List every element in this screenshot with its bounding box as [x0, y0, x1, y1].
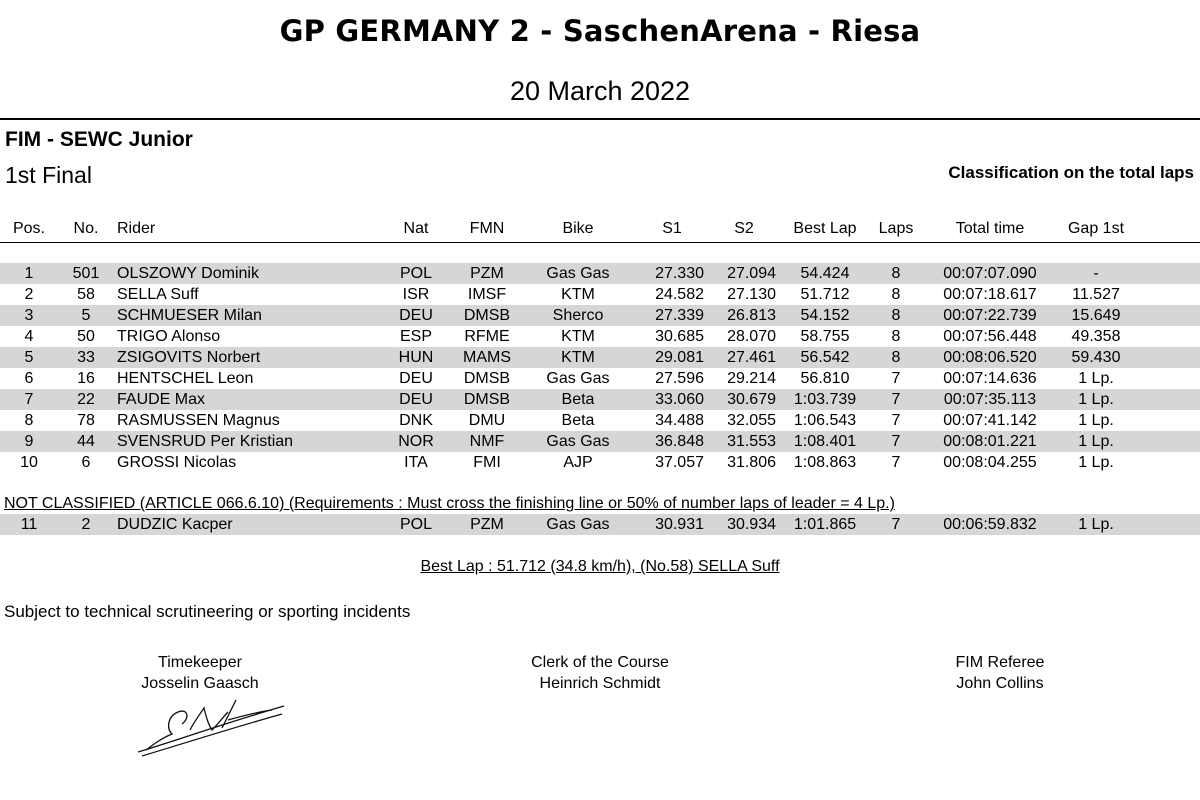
- cell-laps: 8: [891, 307, 901, 324]
- cell-rider: RASMUSSEN Magnus: [117, 412, 280, 429]
- cell-number: 22: [77, 391, 95, 408]
- cell-bike: KTM: [561, 328, 595, 345]
- cell-s2: 31.553: [727, 433, 776, 450]
- cell-rider: SVENSRUD Per Kristian: [117, 433, 294, 450]
- cell-s2: 27.094: [727, 265, 776, 282]
- cell-number: 78: [77, 412, 95, 429]
- cell-best-lap: 1:08.401: [793, 433, 857, 450]
- cell-number: 33: [77, 349, 95, 366]
- cell-gap: 11.527: [1072, 286, 1120, 303]
- cell-s2: 26.813: [727, 307, 776, 324]
- cell-rider: SELLA Suff: [117, 286, 199, 303]
- cell-gap: 59.430: [1071, 349, 1121, 366]
- cell-total-time: 00:07:18.617: [943, 286, 1037, 303]
- cell-bike: Gas Gas: [546, 370, 610, 387]
- cell-gap: 1 Lp.: [1078, 516, 1114, 533]
- cell-s1: 30.931: [655, 516, 704, 533]
- cell-nat: DEU: [399, 307, 433, 324]
- cell-bike: Beta: [561, 412, 595, 429]
- cell-rider: GROSSI Nicolas: [117, 454, 237, 471]
- cell-s1: 30.685: [655, 328, 704, 345]
- cell-pos: 4: [24, 328, 34, 345]
- cell-total-time: 00:08:06.520: [943, 349, 1037, 366]
- cell-s2: 30.679: [727, 391, 776, 408]
- cell-total-time: 00:07:41.142: [943, 412, 1037, 429]
- cell-number: 5: [81, 307, 91, 324]
- cell-nat: POL: [399, 516, 432, 533]
- cell-s1: 27.330: [655, 265, 704, 282]
- disclaimer: Subject to technical scrutineering or sporting incidents: [4, 602, 411, 621]
- cell-number: 16: [77, 370, 95, 387]
- cell-total-time: 00:07:22.739: [943, 307, 1037, 324]
- cell-laps: 8: [891, 349, 901, 366]
- col-header-best-lap: Best Lap: [793, 220, 857, 237]
- cell-bike: AJP: [563, 454, 593, 471]
- cell-gap: 49.358: [1071, 328, 1121, 345]
- cell-total-time: 00:07:07.090: [943, 265, 1037, 282]
- cell-best-lap: 1:06.543: [793, 412, 857, 429]
- not-classified-heading: NOT CLASSIFIED (ARTICLE 066.6.10) (Requirements : Must cross the finishing line or 50% of number laps of leader = 4 Lp.): [4, 495, 895, 512]
- cell-best-lap: 54.424: [800, 265, 850, 282]
- table-row: [0, 410, 1200, 431]
- cell-fmn: NMF: [469, 433, 505, 450]
- table-row: [0, 452, 1200, 473]
- cell-number: 58: [77, 286, 95, 303]
- cell-s2: 27.461: [727, 349, 776, 366]
- best-lap-summary: Best Lap : 51.712 (34.8 km/h), (No.58) SELLA Suff: [420, 558, 780, 575]
- cell-fmn: DMU: [468, 412, 506, 429]
- table-row: [0, 263, 1200, 284]
- cell-laps: 7: [891, 516, 901, 533]
- cell-best-lap: 56.542: [800, 349, 850, 366]
- cell-nat: ESP: [399, 328, 432, 345]
- cell-s2: 31.806: [727, 454, 776, 471]
- top-divider: [0, 118, 1200, 120]
- cell-laps: 7: [891, 391, 901, 408]
- cell-pos: 2: [24, 286, 34, 303]
- col-header-nat: Nat: [403, 220, 429, 237]
- cell-s2: 27.130: [727, 286, 776, 303]
- cell-pos: 7: [24, 391, 34, 408]
- official-referee: [900, 652, 1100, 694]
- cell-bike: Gas Gas: [546, 433, 610, 450]
- cell-rider: SCHMUESER Milan: [117, 307, 262, 324]
- official-role: Clerk of the Course: [531, 654, 669, 671]
- cell-s1: 37.057: [655, 454, 704, 471]
- cell-rider: DUDZIC Kacper: [117, 516, 233, 533]
- event-date: 20 March 2022: [509, 76, 691, 106]
- cell-rider: HENTSCHEL Leon: [117, 370, 254, 387]
- cell-s1: 24.582: [655, 286, 704, 303]
- cell-s1: 36.848: [655, 433, 704, 450]
- cell-fmn: PZM: [470, 265, 504, 282]
- cell-fmn: DMSB: [463, 370, 511, 387]
- cell-nat: DNK: [399, 412, 433, 429]
- cell-pos: 5: [24, 349, 34, 366]
- cell-number: 50: [77, 328, 95, 345]
- cell-total-time: 00:06:59.832: [943, 516, 1037, 533]
- official-role: Timekeeper: [158, 654, 242, 671]
- event-title: GP GERMANY 2 - SaschenArena - Riesa: [279, 14, 921, 48]
- cell-bike: KTM: [561, 349, 595, 366]
- cell-s1: 27.596: [655, 370, 704, 387]
- race-name: 1st Final: [5, 162, 92, 188]
- cell-best-lap: 1:08.863: [793, 454, 857, 471]
- col-header-total-time: Total time: [955, 220, 1025, 237]
- table-row: [0, 326, 1200, 347]
- official-name: John Collins: [956, 675, 1044, 692]
- col-header-s1: S1: [662, 220, 682, 237]
- cell-pos: 8: [24, 412, 34, 429]
- cell-s2: 30.934: [727, 516, 776, 533]
- cell-fmn: RFME: [464, 328, 510, 345]
- cell-fmn: DMSB: [463, 307, 511, 324]
- col-header-pos: Pos.: [12, 220, 45, 237]
- cell-bike: Gas Gas: [546, 265, 610, 282]
- official-role: FIM Referee: [955, 654, 1045, 671]
- table-row: [0, 368, 1200, 389]
- cell-fmn: MAMS: [463, 349, 511, 366]
- header-divider: [0, 242, 1200, 243]
- cell-best-lap: 54.152: [800, 307, 850, 324]
- col-header-gap: Gap 1st: [1067, 220, 1125, 237]
- cell-total-time: 00:07:56.448: [943, 328, 1037, 345]
- cell-total-time: 00:08:04.255: [943, 454, 1037, 471]
- cell-fmn: DMSB: [463, 391, 511, 408]
- cell-best-lap: 56.810: [800, 370, 850, 387]
- cell-gap: 1 Lp.: [1078, 391, 1114, 408]
- cell-s1: 27.339: [655, 307, 704, 324]
- cell-gap: 1 Lp.: [1078, 370, 1114, 387]
- official-name: Heinrich Schmidt: [539, 675, 661, 692]
- cell-number: 501: [72, 265, 100, 282]
- cell-nat: HUN: [398, 349, 434, 366]
- cell-rider: OLSZOWY Dominik: [117, 265, 259, 282]
- official-timekeeper: [100, 652, 300, 694]
- col-header-s2: S2: [734, 220, 754, 237]
- cell-rider: ZSIGOVITS Norbert: [117, 349, 261, 366]
- cell-pos: 3: [24, 307, 34, 324]
- cell-nat: DEU: [399, 370, 433, 387]
- cell-s2: 28.070: [727, 328, 776, 345]
- cell-number: 44: [77, 433, 95, 450]
- cell-bike: Beta: [561, 391, 595, 408]
- cell-laps: 7: [891, 433, 901, 450]
- table-header: [0, 220, 1200, 242]
- cell-laps: 7: [891, 454, 901, 471]
- col-header-laps: Laps: [878, 220, 914, 237]
- cell-rider: TRIGO Alonso: [117, 328, 221, 345]
- cell-bike: KTM: [561, 286, 595, 303]
- cell-gap: 1 Lp.: [1078, 412, 1114, 429]
- cell-total-time: 00:08:01.221: [943, 433, 1037, 450]
- cell-fmn: PZM: [470, 516, 504, 533]
- cell-best-lap: 51.712: [800, 286, 850, 303]
- table-row: [0, 284, 1200, 305]
- col-header-rider: Rider: [117, 220, 156, 237]
- cell-number: 6: [81, 454, 91, 471]
- cell-laps: 8: [891, 328, 901, 345]
- cell-bike: Gas Gas: [546, 516, 610, 533]
- cell-nat: NOR: [398, 433, 434, 450]
- cell-total-time: 00:07:35.113: [943, 391, 1037, 408]
- cell-s1: 29.081: [655, 349, 704, 366]
- classification-note: Classification on the total laps: [948, 163, 1194, 182]
- cell-nat: ITA: [404, 454, 428, 471]
- cell-total-time: 00:07:14.636: [943, 370, 1037, 387]
- cell-laps: 7: [891, 370, 901, 387]
- table-row: [0, 431, 1200, 452]
- cell-rider: FAUDE Max: [117, 391, 206, 408]
- table-row: [0, 389, 1200, 410]
- cell-bike: Sherco: [552, 307, 604, 324]
- cell-fmn: IMSF: [467, 286, 507, 303]
- table-row: [0, 347, 1200, 368]
- cell-gap: 1 Lp.: [1078, 433, 1114, 450]
- cell-gap: 1 Lp.: [1078, 454, 1114, 471]
- cell-nat: DEU: [399, 391, 433, 408]
- cell-fmn: FMI: [473, 454, 501, 471]
- official-clerk: [480, 652, 720, 694]
- cell-nat: POL: [399, 265, 432, 282]
- cell-best-lap: 1:01.865: [793, 516, 857, 533]
- cell-gap: -: [1093, 265, 1099, 282]
- table-row: [0, 514, 1200, 535]
- cell-pos: 1: [24, 265, 34, 282]
- cell-s2: 32.055: [727, 412, 776, 429]
- cell-s1: 33.060: [655, 391, 704, 408]
- cell-pos: 11: [20, 516, 38, 533]
- cell-s1: 34.488: [655, 412, 704, 429]
- championship-name: FIM - SEWC Junior: [5, 128, 193, 151]
- cell-laps: 8: [891, 265, 901, 282]
- col-header-fmn: FMN: [469, 220, 505, 237]
- col-header-no: No.: [73, 220, 99, 237]
- cell-laps: 7: [891, 412, 901, 429]
- cell-s2: 29.214: [727, 370, 776, 387]
- timekeeper-signature: [132, 694, 292, 758]
- cell-nat: ISR: [402, 286, 430, 303]
- cell-pos: 6: [24, 370, 34, 387]
- table-row: [0, 305, 1200, 326]
- cell-number: 2: [81, 516, 91, 533]
- cell-gap: 15.649: [1071, 307, 1121, 324]
- cell-laps: 8: [891, 286, 901, 303]
- official-name: Josselin Gaasch: [141, 675, 259, 692]
- col-header-bike: Bike: [562, 220, 594, 237]
- cell-best-lap: 58.755: [800, 328, 850, 345]
- cell-pos: 9: [24, 433, 34, 450]
- cell-best-lap: 1:03.739: [793, 391, 857, 408]
- cell-pos: 10: [20, 454, 38, 471]
